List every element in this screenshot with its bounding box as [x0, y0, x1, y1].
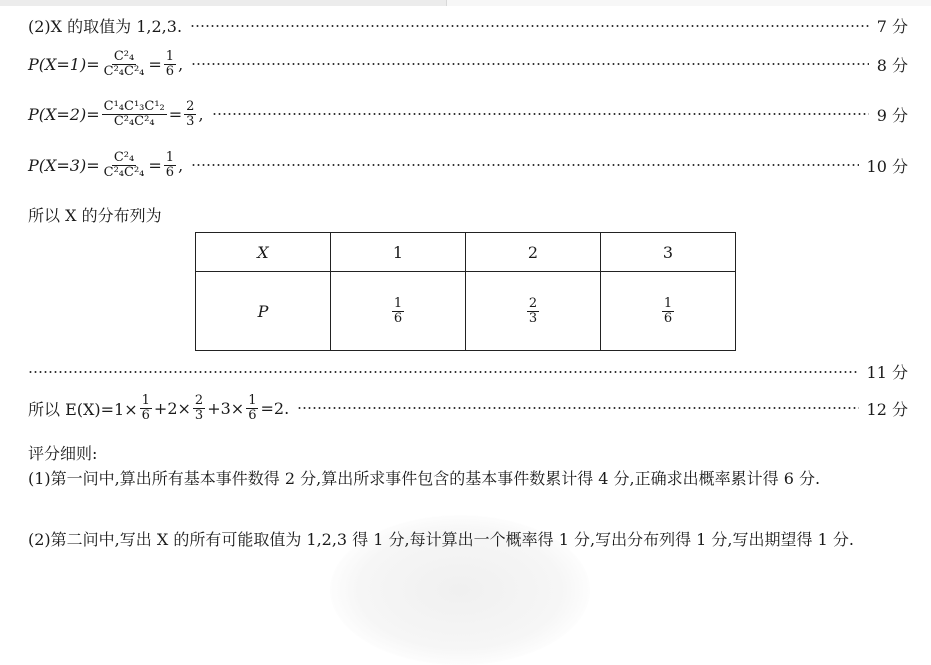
rubric-title: 评分细则: — [28, 444, 98, 463]
exp-mid2: +3× — [207, 398, 245, 418]
exp-f2-den: 3 — [194, 407, 204, 423]
table-header-cell: 1 — [331, 233, 466, 272]
score-8: 8 分 — [876, 55, 908, 75]
score-11: 11 分 — [866, 363, 908, 382]
prob-den: 3 — [528, 310, 538, 326]
score-9: 9 分 — [876, 105, 908, 125]
top-tab-strip — [0, 0, 931, 6]
exp-fraction-2 — [193, 394, 205, 422]
p3-tail: , — [178, 155, 184, 175]
line-table-score — [28, 360, 908, 383]
prob-num: 1 — [393, 295, 403, 311]
line-p2 — [28, 100, 908, 128]
p3-lhs: P(X=3)= — [28, 155, 100, 175]
p1-result-den: 6 — [165, 63, 175, 79]
exp-f3-num: 1 — [248, 393, 257, 408]
p1-result-fraction — [164, 50, 176, 78]
table-probability-row — [196, 272, 736, 351]
table-cell — [601, 272, 736, 351]
p3-comb-den: C²₄C²₄ — [103, 164, 145, 180]
exp-f3-den: 6 — [248, 407, 257, 423]
p3-result-num: 1 — [165, 150, 175, 165]
prob-num: 1 — [663, 295, 673, 311]
leader-dots — [212, 113, 869, 115]
line-p3 — [28, 151, 908, 179]
exp-fraction-3 — [246, 394, 258, 422]
p3-result-fraction — [164, 151, 176, 179]
prob-fraction — [392, 297, 404, 325]
p2-result-num: 2 — [186, 99, 195, 114]
tab-right[interactable] — [447, 0, 931, 6]
exp-f1-num: 1 — [141, 393, 150, 408]
score-10: 10 分 — [866, 156, 908, 176]
p2-comb-num: C¹₄C¹₃C¹₂ — [103, 99, 165, 114]
table-header-row — [196, 233, 736, 272]
prob-num: 2 — [528, 295, 538, 311]
p1-eq: = — [148, 54, 162, 74]
score-12: 12 分 — [866, 399, 908, 419]
x-range-text: (2)X 的取值为 1,2,3. — [28, 17, 183, 36]
p2-comb-den: C²₄C²₄ — [113, 113, 155, 129]
distribution-table — [195, 232, 736, 351]
exp-f1-den: 6 — [141, 407, 150, 423]
p1-tail: , — [178, 54, 184, 74]
table-header-cell: X — [196, 233, 331, 272]
table-cell — [331, 272, 466, 351]
leader-dots — [28, 371, 859, 373]
rubric-part-1: (1)第一问中,算出所有基本事件数得 2 分,算出所求事件包含的基本事件数累计得 4 分,正确求出概率累计得 6 分. — [28, 469, 821, 488]
leader-dots — [190, 25, 869, 27]
distribution-intro: 所以 X 的分布列为 — [28, 206, 162, 225]
rubric-part-2: (2)第二问中,写出 X 的所有可能取值为 1,2,3 得 1 分,每计算出一个概率得 1 分,写出分布列得 1 分,写出期望得 1 分. — [28, 530, 854, 549]
p1-comb-num: C²₄ — [113, 49, 135, 64]
line-x-range — [28, 14, 908, 37]
exp-lhs: 所以 E(X)=1× — [28, 399, 138, 419]
prob-den: 6 — [393, 310, 403, 326]
exp-rhs: =2. — [260, 398, 290, 418]
p2-result-fraction — [184, 100, 196, 128]
table-header-cell: 2 — [466, 233, 601, 272]
p1-result-num: 1 — [165, 49, 175, 64]
leader-dots — [297, 407, 858, 409]
table-row-label: P — [196, 272, 331, 351]
p2-eq: = — [168, 104, 183, 124]
p2-tail: , — [198, 104, 204, 124]
expectation-expression — [28, 394, 289, 422]
prob-fraction — [527, 297, 539, 325]
p2-result-den: 3 — [186, 113, 195, 129]
exp-f2-num: 2 — [194, 393, 204, 408]
p3-eq: = — [148, 155, 162, 175]
tab-left[interactable] — [0, 0, 447, 6]
p1-comb-den: C²₄C²₄ — [103, 63, 145, 79]
leader-dots — [191, 63, 869, 65]
exp-fraction-1 — [140, 394, 152, 422]
table-cell — [466, 272, 601, 351]
prob-den: 6 — [663, 310, 673, 326]
p3-combination-fraction — [102, 151, 147, 179]
line-expectation — [28, 394, 908, 422]
p3-comb-num: C²₄ — [113, 150, 135, 165]
leader-dots — [191, 164, 858, 166]
score-7: 7 分 — [876, 17, 908, 36]
p2-combination-fraction — [102, 100, 167, 128]
p2-lhs: P(X=2)= — [28, 104, 100, 124]
p1-combination-fraction — [102, 50, 147, 78]
table-header-cell: 3 — [601, 233, 736, 272]
p3-expression — [28, 151, 183, 179]
line-p1 — [28, 50, 908, 78]
p3-result-den: 6 — [165, 164, 175, 180]
exp-mid1: +2× — [153, 398, 191, 418]
prob-fraction — [662, 297, 674, 325]
p1-lhs: P(X=1)= — [28, 54, 100, 74]
p2-expression — [28, 100, 204, 128]
p1-expression — [28, 50, 183, 78]
